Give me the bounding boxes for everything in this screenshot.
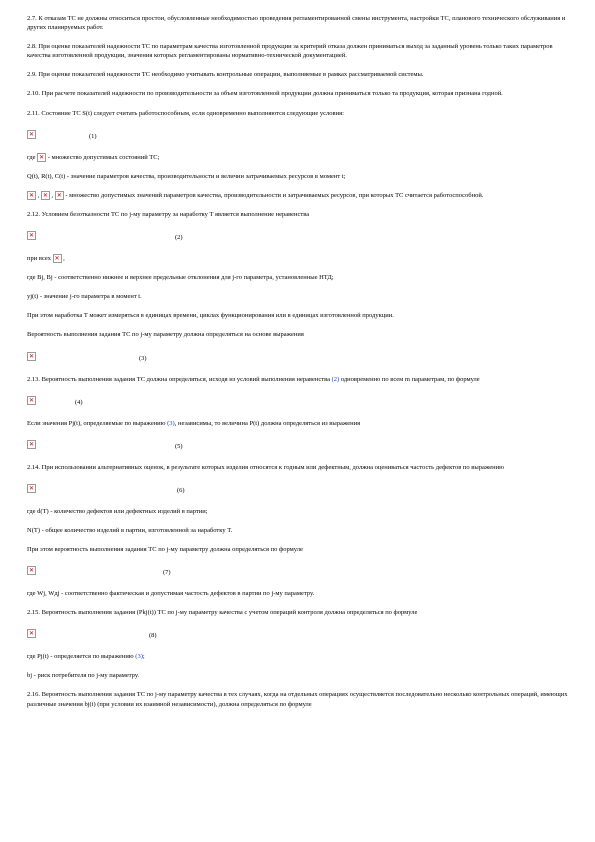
paragraph: 2.8. При оценке показателей надежности ТС по параметрам качества изготовленной продукции за критерий отказа должен приниматься выход за заданный уровень только таких параметров качества изготовленной продукции, значения которых регламентированы нормативно-технической документацией.	[27, 43, 553, 60]
equation-number: (8)	[149, 632, 157, 640]
paragraph: где d(T) - количество дефектов или дефектных изделий в партии;	[27, 507, 208, 515]
broken-image-icon	[27, 566, 36, 575]
equation-number: (2)	[175, 234, 183, 242]
broken-image-icon	[27, 440, 36, 449]
broken-image-icon	[27, 629, 36, 638]
paragraph: 2.15. Вероятность выполнения задания (Pkj(t)) ТС по j-му параметру качества с учетом операций контроля должна определяться по формуле	[27, 609, 418, 617]
equation-number: (4)	[75, 398, 83, 406]
formula-5	[27, 128, 575, 143]
equation-reference-link[interactable]: (2)	[331, 375, 340, 383]
paragraph: Вероятность выполнения задания ТС по j-му параметру должна определяться на основе выражения	[27, 331, 304, 339]
formula-16	[27, 350, 575, 365]
equation-number: (7)	[163, 569, 171, 577]
broken-image-icon	[41, 191, 50, 200]
paragraph: где ✕ - множество допустимых состояний ТС;	[27, 153, 575, 162]
paragraph: При этом наработка T может измеряться в единицах времени, циклах функционирования или в единицах изготовленной продукции.	[27, 312, 394, 320]
paragraph: Если значения Pj(t), определяемые по выражению (3), независимы, то величина P(t) должна определяться из выражения	[27, 419, 361, 427]
equation-reference-link[interactable]: (3)	[135, 653, 143, 661]
broken-image-icon	[37, 153, 46, 162]
paragraph: N(T) - общее количество изделий в партии, изготовленной за наработку T.	[27, 526, 233, 534]
broken-image-icon	[27, 352, 36, 361]
broken-image-icon	[27, 484, 36, 493]
paragraph: где Wj, Wдj - соответственно фактическая и допустимая частость дефектов в партии по j-му параметру.	[27, 590, 315, 598]
paragraph: 2.14. При использовании альтернативных оценок, в результате которых изделия относятся к годным или дефектным, должна оцениваться частость дефектов по выражению	[27, 463, 504, 471]
broken-image-icon	[27, 130, 36, 139]
broken-image-icon	[55, 191, 64, 200]
paragraph: 2.11. Состояние ТС S(t) следует считать работоспособным, если одновременно выполняются следующие условия:	[27, 109, 344, 117]
document-page	[27, 14, 575, 719]
paragraph: 2.7. К отказам ТС не должны относиться простои, обусловленные необходимостью проведения регламентированной смены инструмента, настройки ТС, планового технического обслуживания и других планируемых работ.	[27, 15, 566, 32]
paragraph: 2.12. Условием безотказности ТС по j-му параметру за наработку T является выполнение неравенства	[27, 210, 310, 218]
paragraph: bj - риск потребителя по j-му параметру.	[27, 672, 140, 680]
equation-number: (1)	[89, 132, 97, 140]
paragraph: 2.16. Вероятность выполнения задания ТС по j-му параметру качества в тех случаях, когда на отдельных операциях осуществляется последовательно несколько контрольных операций, имеющих различные значения bj(i) (при условии их взаимной независимости), должна определяться по формуле	[27, 691, 568, 708]
formula-18	[27, 394, 575, 409]
broken-image-icon	[27, 191, 36, 200]
paragraph: yj(t) - значение j-го параметра в момент t.	[27, 293, 142, 301]
broken-image-icon	[53, 254, 62, 263]
paragraph: 2.9. При оценке показателей надежности ТС необходимо учитывать контрольные операции, выполняемые в рамках рассматриваемой системы.	[27, 71, 424, 79]
equation-number: (5)	[175, 442, 183, 450]
broken-image-icon	[27, 231, 36, 240]
paragraph: При этом вероятность выполнения задания ТС по j-му параметру должна определяться по формуле	[27, 545, 303, 553]
paragraph: где Pj(t) - определяется по выражению (3);	[27, 653, 145, 661]
paragraph: Q(t), R(t), C(t) - значение параметров качества, производительности и величин затрачиваемых ресурсов в момент t;	[27, 172, 346, 180]
paragraph: ✕ , ✕ , ✕ - множество допустимых значений параметров качества, производительности и затрачиваемых ресурсов, при которых ТС считается работоспособной.	[27, 191, 575, 200]
paragraph: 2.10. При расчете показателей надежности по производительности за объем изготовленной продукции должна приниматься только та продукция, которая признана годной.	[27, 90, 503, 98]
equation-reference-link[interactable]: (3)	[167, 419, 175, 427]
equation-number: (3)	[139, 354, 147, 362]
formula-22	[27, 482, 575, 497]
equation-number: (6)	[177, 486, 185, 494]
paragraph: где Bj, Bj - соответственно нижнее и верхнее предельные отклонения для j-го параметра, установленные НТД;	[27, 274, 334, 282]
formula-10	[27, 229, 575, 244]
broken-image-icon	[27, 396, 36, 405]
formula-26	[27, 564, 575, 579]
formula-29	[27, 627, 575, 642]
formula-20	[27, 438, 575, 453]
paragraph: при всех ✕ ,	[27, 254, 575, 263]
paragraph: 2.13. Вероятность выполнения задания ТС должна определяться, исходя из условий выполнения неравенства (2) одновременно по всем m параметрам, по формуле	[27, 375, 480, 383]
